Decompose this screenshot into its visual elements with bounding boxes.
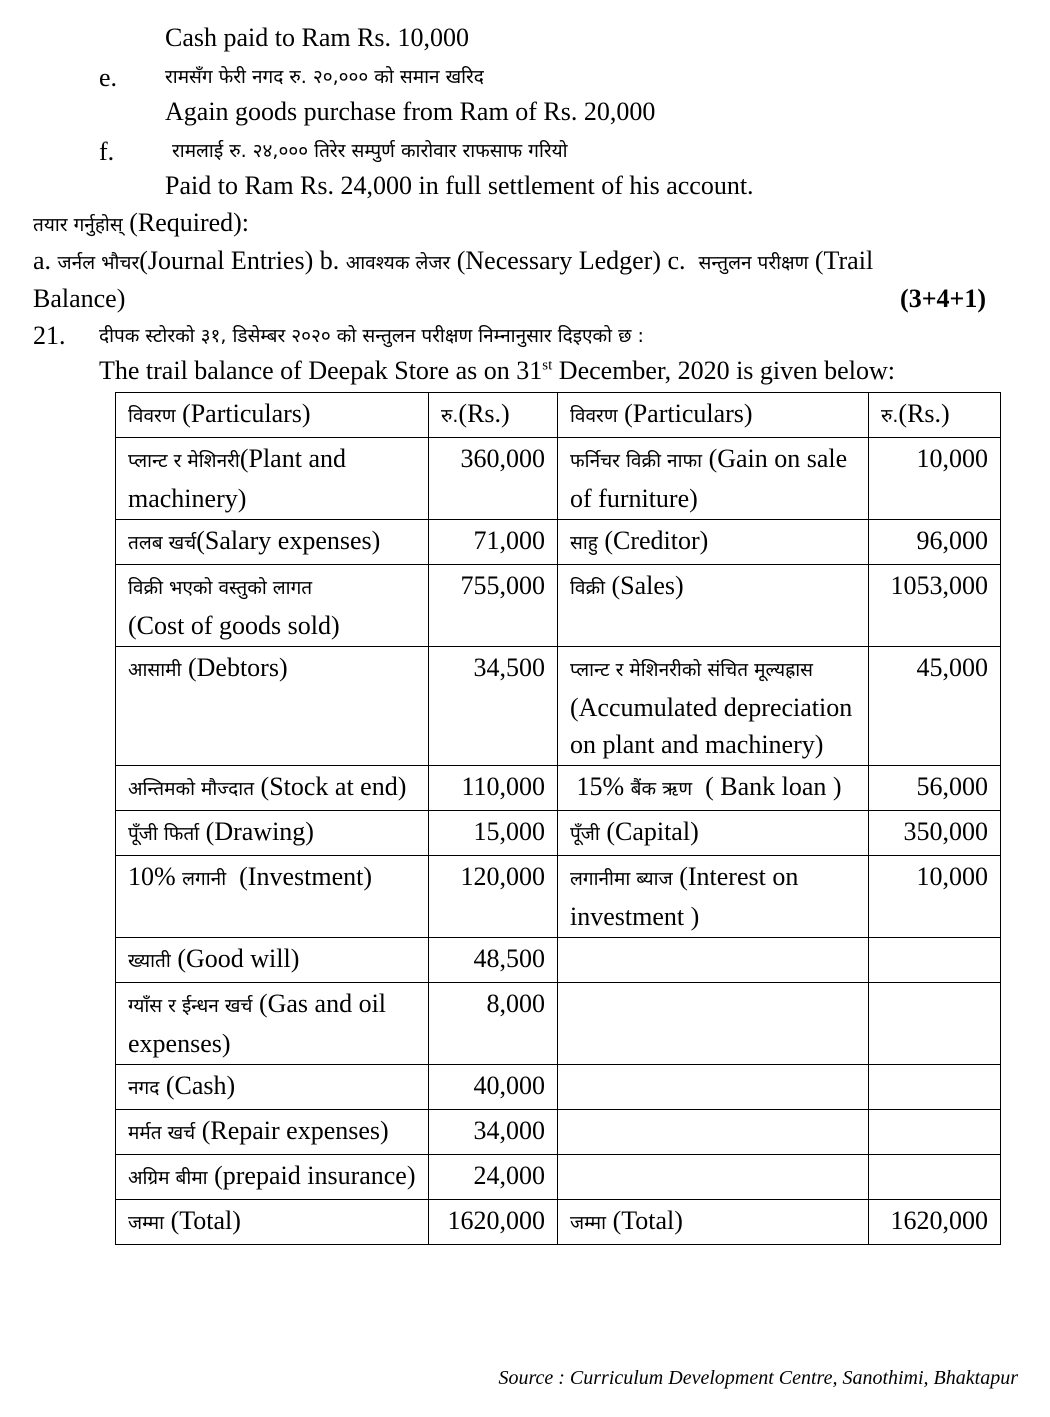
required-english: (Required): [129, 208, 250, 237]
marks: (3+4+1) [900, 284, 986, 313]
left-amount: 120,000 [429, 856, 558, 938]
req-b-label: b. [319, 246, 340, 275]
item-e-marker: e. [99, 63, 118, 92]
left-particular: आसामी (Debtors) [116, 647, 429, 766]
left-particular: 10% लगानी (Investment) [116, 856, 429, 938]
right-amount: 45,000 [869, 647, 1001, 766]
question-english-pre: The trail balance of Deepak Store as on 31 [99, 356, 543, 385]
left-particular: मर्मत खर्च (Repair expenses) [116, 1110, 429, 1155]
req-b-nepali: आवश्यक लेजर [345, 252, 451, 274]
left-total-label: जम्मा (Total) [116, 1200, 429, 1245]
right-amount-empty [869, 1155, 1001, 1200]
header-right-amount: रु.(Rs.) [869, 393, 1001, 438]
table-row [116, 520, 1001, 565]
left-particular: तलब खर्च(Salary expenses) [116, 520, 429, 565]
question-english-sup: st [542, 357, 553, 374]
question-number: 21. [33, 321, 66, 350]
header-right-particulars: विवरण (Particulars) [558, 393, 869, 438]
table-row [116, 766, 1001, 811]
table-row [116, 565, 1001, 647]
req-c-english: (Trail [814, 246, 874, 275]
table-row [116, 1065, 1001, 1110]
table-row [116, 1155, 1001, 1200]
right-amount: 56,000 [869, 766, 1001, 811]
left-amount: 360,000 [429, 438, 558, 520]
question-english [99, 355, 895, 388]
left-particular: विक्री भएको वस्तुको लागत (Cost of goods sold) [116, 565, 429, 647]
table-header-row [116, 393, 1001, 438]
table-row [116, 647, 1001, 766]
trial-balance-table [115, 392, 1001, 1245]
right-particular: 15% बैंक ऋण ( Bank loan ) [558, 766, 869, 811]
left-particular: ख्याती (Good will) [116, 938, 429, 983]
right-amount: 96,000 [869, 520, 1001, 565]
left-particular: प्लान्ट र मेशिनरी(Plant and machinery) [116, 438, 429, 520]
left-amount: 34,000 [429, 1110, 558, 1155]
table-row [116, 811, 1001, 856]
right-amount-empty [869, 1110, 1001, 1155]
right-amount-empty [869, 938, 1001, 983]
right-particular: प्लान्ट र मेशिनरीको संचित मूल्यह्रास (Accumulated depreciation on plant and machinery) [558, 647, 869, 766]
question-english-post: December, 2020 is given below: [552, 356, 895, 385]
left-amount: 15,000 [429, 811, 558, 856]
right-particular-empty [558, 1155, 869, 1200]
right-particular: पूँजी (Capital) [558, 811, 869, 856]
right-amount: 350,000 [869, 811, 1001, 856]
table-row [116, 1110, 1001, 1155]
item-f-marker: f. [99, 137, 115, 166]
left-amount: 71,000 [429, 520, 558, 565]
right-particular: साहु (Creditor) [558, 520, 869, 565]
right-particular: लगानीमा ब्याज (Interest on investment ) [558, 856, 869, 938]
right-amount-empty [869, 983, 1001, 1065]
header-left-particulars: विवरण (Particulars) [116, 393, 429, 438]
right-particular-empty [558, 983, 869, 1065]
required-nepali: तयार गर्नुहोस् [33, 214, 123, 236]
required-heading [33, 207, 249, 240]
req-b-english: (Necessary Ledger) [456, 246, 661, 275]
right-particular-empty [558, 1065, 869, 1110]
right-amount: 10,000 [869, 438, 1001, 520]
left-amount: 48,500 [429, 938, 558, 983]
right-amount: 10,000 [869, 856, 1001, 938]
right-amount: 1053,000 [869, 565, 1001, 647]
req-c-nepali: सन्तुलन परीक्षण [698, 252, 809, 274]
item-e-nepali: रामसँग फेरी नगद रु. २०,००० को समान खरिद [165, 66, 484, 88]
table-row [116, 856, 1001, 938]
table-total-row [116, 1200, 1001, 1245]
right-amount-empty [869, 1065, 1001, 1110]
left-particular: नगद (Cash) [116, 1065, 429, 1110]
item-f-english: Paid to Ram Rs. 24,000 in full settlement of his account. [165, 171, 754, 200]
req-c-label: c. [667, 246, 686, 275]
cash-paid-line: Cash paid to Ram Rs. 10,000 [165, 23, 470, 52]
header-left-amount: रु.(Rs.) [429, 393, 558, 438]
right-particular: विक्री (Sales) [558, 565, 869, 647]
left-amount: 34,500 [429, 647, 558, 766]
requirements-line [33, 245, 873, 278]
req-a-nepali: जर्नल भौचर [57, 252, 140, 274]
left-particular: अन्तिमको मौज्दात (Stock at end) [116, 766, 429, 811]
right-total-label: जम्मा (Total) [558, 1200, 869, 1245]
req-a-english: (Journal Entries) [139, 246, 314, 275]
left-amount: 755,000 [429, 565, 558, 647]
right-total-amount: 1620,000 [869, 1200, 1001, 1245]
table-row [116, 983, 1001, 1065]
source-citation: Source : Curriculum Development Centre, Sanothimi, Bhaktapur [498, 1367, 1018, 1389]
right-particular-empty [558, 938, 869, 983]
req-c-continued: Balance) [33, 284, 126, 313]
left-amount: 110,000 [429, 766, 558, 811]
right-particular: फर्निचर विक्री नाफा (Gain on sale of furniture) [558, 438, 869, 520]
right-particular-empty [558, 1110, 869, 1155]
left-particular: ग्याँस र ईन्धन खर्च (Gas and oil expenses) [116, 983, 429, 1065]
question-nepali: दीपक स्टोरको ३१, डिसेम्बर २०२० को सन्तुलन परीक्षण निम्नानुसार दिइएको छ : [99, 325, 644, 347]
left-particular: पूँजी फिर्ता (Drawing) [116, 811, 429, 856]
item-e-english: Again goods purchase from Ram of Rs. 20,000 [165, 97, 656, 126]
left-particular: अग्रिम बीमा (prepaid insurance) [116, 1155, 429, 1200]
table-row [116, 938, 1001, 983]
left-amount: 40,000 [429, 1065, 558, 1110]
req-a-label: a. [33, 246, 52, 275]
left-amount: 8,000 [429, 983, 558, 1065]
left-total-amount: 1620,000 [429, 1200, 558, 1245]
item-f-nepali: रामलाई रु. २४,००० तिरेर सम्पुर्ण कारोवार राफसाफ गरियो [172, 140, 568, 162]
table-row [116, 438, 1001, 520]
left-amount: 24,000 [429, 1155, 558, 1200]
